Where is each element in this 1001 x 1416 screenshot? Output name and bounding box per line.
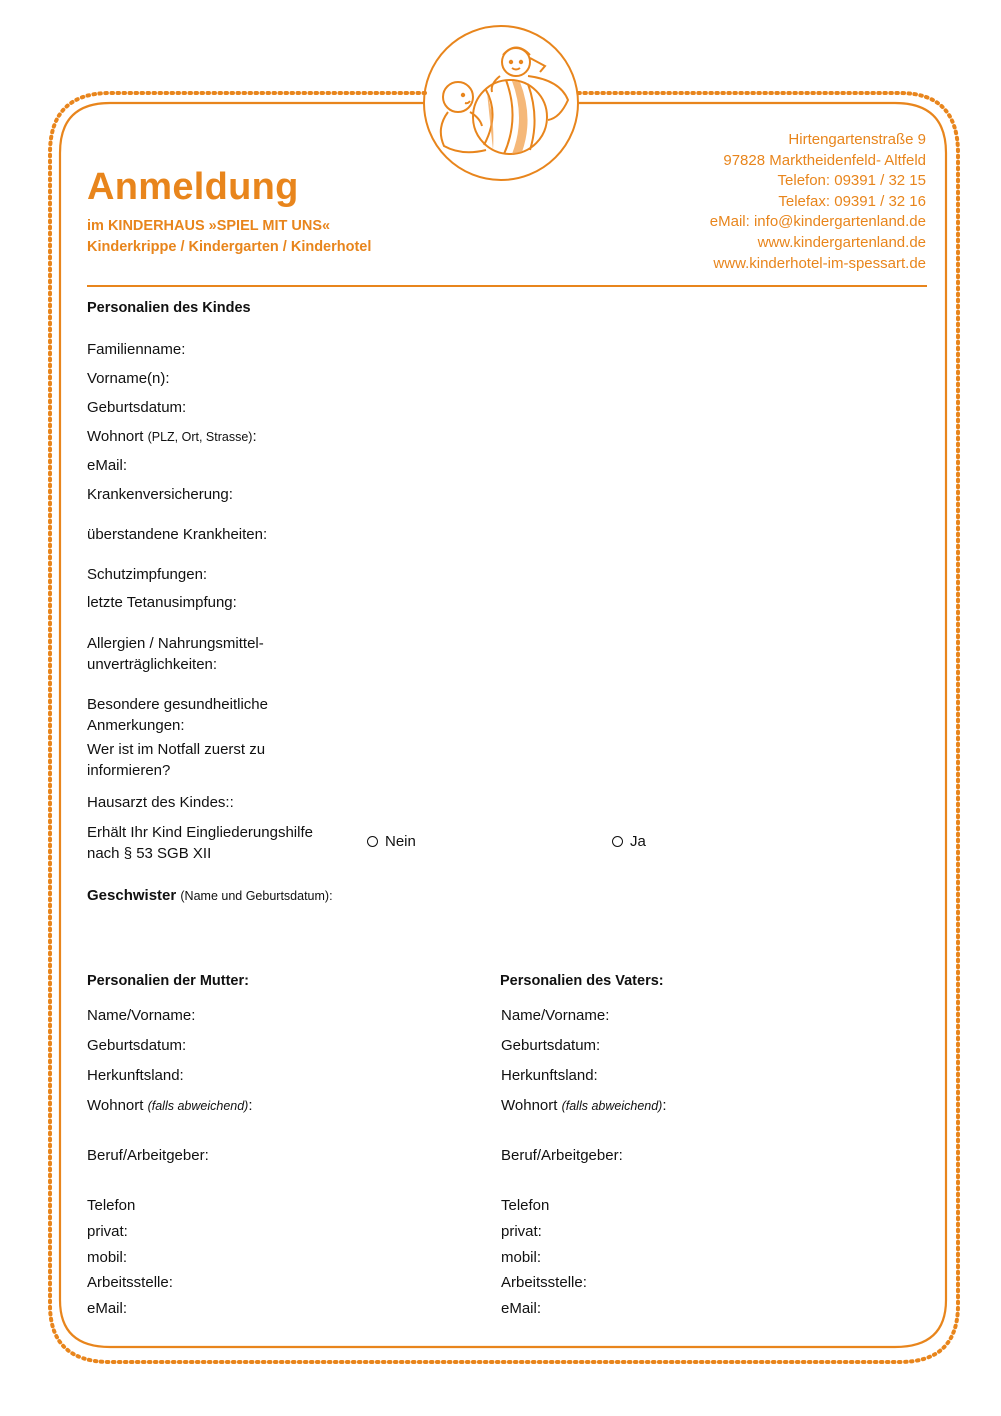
address-website-1: www.kindergartenland.de <box>757 233 926 251</box>
child-krankheiten-label: überstandene Krankheiten: <box>87 526 268 543</box>
father-wohnort-colon: : <box>662 1097 667 1114</box>
child-wohnort-colon: : <box>252 428 257 445</box>
radio-nein-label: Nein <box>385 833 416 850</box>
page-title: Anmeldung <box>87 166 299 208</box>
child-notfall-line2: informieren? <box>87 762 171 779</box>
father-email-label: eMail: <box>501 1300 542 1317</box>
mother-mobil-label: mobil: <box>87 1249 128 1266</box>
child-geschwister-text: Geschwister <box>87 887 177 904</box>
radio-circle-icon <box>367 836 378 847</box>
child-allergien-label <box>87 633 264 675</box>
child-wohnort-hint: (PLZ, Ort, Strasse) <box>147 430 253 444</box>
subtitle-kinderhaus: im KINDERHAUS »SPIEL MIT UNS« <box>87 218 331 234</box>
radio-ja[interactable] <box>612 833 646 850</box>
father-mobil-label: mobil: <box>501 1249 542 1266</box>
child-geschwister-hint: (Name und Geburtsdatum) <box>180 889 330 903</box>
mother-wohnort-colon: : <box>248 1097 253 1114</box>
child-eingliederung-line1: Erhält Ihr Kind Eingliederungshilfe <box>87 824 313 841</box>
child-krankenversicherung-label: Krankenversicherung: <box>87 486 233 503</box>
child-schutzimpfungen-label: Schutzimpfungen: <box>87 566 208 583</box>
child-notfall-label <box>87 739 265 781</box>
child-tetanus-label: letzte Tetanusimpfung: <box>87 594 237 611</box>
mother-name-label: Name/Vorname: <box>87 1007 196 1024</box>
father-arbeitsstelle-label: Arbeitsstelle: <box>501 1274 587 1291</box>
child-wohnort-label <box>87 426 257 448</box>
child-besondere-line1: Besondere gesundheitliche <box>87 696 268 713</box>
address-website-2: www.kinderhotel-im-spessart.de <box>713 254 926 272</box>
father-wohnort-text: Wohnort <box>501 1097 558 1114</box>
child-besondere-label <box>87 694 268 736</box>
header-divider <box>87 285 927 287</box>
mother-geburtsdatum-label: Geburtsdatum: <box>87 1037 187 1054</box>
father-geburtsdatum-label: Geburtsdatum: <box>501 1037 601 1054</box>
child-besondere-line2: Anmerkungen: <box>87 717 185 734</box>
address-phone: Telefon: 09391 / 32 15 <box>777 172 926 190</box>
child-notfall-line1: Wer ist im Notfall zuerst zu <box>87 741 266 758</box>
radio-circle-icon <box>612 836 623 847</box>
address-street: Hirtengartenstraße 9 <box>788 131 926 148</box>
mother-beruf-label: Beruf/Arbeitgeber: <box>87 1147 209 1164</box>
child-allergien-line1: Allergien / Nahrungsmittel- <box>87 635 264 652</box>
father-privat-label: privat: <box>501 1223 542 1240</box>
father-beruf-label: Beruf/Arbeitgeber: <box>501 1147 623 1164</box>
child-allergien-line2: unverträglichkeiten: <box>87 656 218 673</box>
contact-address-block <box>710 130 926 274</box>
mother-email-label: eMail: <box>87 1300 128 1317</box>
address-city: 97828 Marktheidenfeld- Altfeld <box>723 151 926 169</box>
father-telefon-label: Telefon <box>501 1197 550 1214</box>
children-with-ball-logo <box>424 26 578 180</box>
child-geschwister-colon: : <box>329 889 333 903</box>
father-section-title: Personalien des Vaters: <box>500 973 664 989</box>
child-familienname-label: Familienname: <box>87 341 186 358</box>
subtitle-institutions: Kinderkrippe / Kindergarten / Kinderhotel <box>87 239 372 255</box>
radio-ja-label: Ja <box>630 833 646 850</box>
mother-arbeitsstelle-label: Arbeitsstelle: <box>87 1274 173 1291</box>
father-wohnort-label <box>501 1095 667 1117</box>
child-email-label: eMail: <box>87 457 128 474</box>
child-section-title: Personalien des Kindes <box>87 300 251 316</box>
child-vorname-label: Vorname(n): <box>87 370 170 387</box>
mother-wohnort-label <box>87 1095 253 1117</box>
child-eingliederung-line2: nach § 53 SGB XII <box>87 845 212 862</box>
mother-section-title: Personalien der Mutter: <box>87 973 249 989</box>
father-name-label: Name/Vorname: <box>501 1007 610 1024</box>
father-herkunftsland-label: Herkunftsland: <box>501 1067 598 1084</box>
mother-telefon-label: Telefon <box>87 1197 136 1214</box>
mother-wohnort-text: Wohnort <box>87 1097 144 1114</box>
child-wohnort-text: Wohnort <box>87 428 144 445</box>
mother-privat-label: privat: <box>87 1223 128 1240</box>
child-eingliederung-label <box>87 822 313 864</box>
father-wohnort-hint: (falls abweichend) <box>561 1099 663 1113</box>
mother-wohnort-hint: (falls abweichend) <box>147 1099 249 1113</box>
address-fax: Telefax: 09391 / 32 16 <box>778 192 926 210</box>
radio-nein[interactable] <box>367 833 416 850</box>
address-email: eMail: info@kindergartenland.de <box>709 213 926 231</box>
child-geschwister-label <box>87 885 333 907</box>
child-geburtsdatum-label: Geburtsdatum: <box>87 399 187 416</box>
mother-herkunftsland-label: Herkunftsland: <box>87 1067 184 1084</box>
child-hausarzt-label: Hausarzt des Kindes:: <box>87 794 234 811</box>
